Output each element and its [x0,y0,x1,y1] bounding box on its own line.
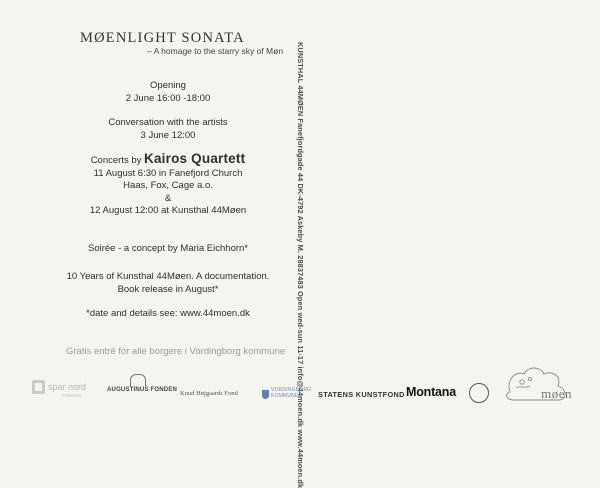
concert-line-2: Haas, Fox, Cage a.o. [123,180,213,191]
statens-kunstfond-logo: STATENS KUNSTFOND [318,390,405,399]
opening-time: 2 June 16:00 -18:00 [125,92,211,104]
spar-nord-sub: FONDEN [62,393,81,398]
details-note: *date and details see: www.44moen.dk [86,308,250,319]
concerts-heading [60,153,276,168]
opening-heading: Opening [150,80,186,91]
vordingborg-label [271,387,311,399]
ensemble-name: Kairos Quartett [144,151,246,166]
free-entry-note: Gratis entré for alle borgere i Vordingborg kommune [66,346,286,357]
crest-icon [130,374,146,386]
spar-nord-logo [32,380,86,394]
moen-label: møen [541,386,572,401]
exhibition-subtitle: – A homage to the starry sky of Møn [147,46,284,56]
concert-line-1: 11 August 6:30 in Fanefjord Church [93,167,243,179]
exhibition-title: MØENLIGHT SONATA [80,30,245,46]
concerts-prefix: Concerts by [90,155,145,166]
concert-line-3: 12 August 12:00 at Kunsthal 44Møen [89,205,247,216]
augustinus-fonden-logo [107,374,178,393]
spar-nord-mark-icon [32,380,45,394]
concerts-block [60,153,276,218]
vordingborg-logo [262,387,311,399]
knud-hojgaard-logo: Knud Højgaards Fond [180,390,238,397]
moen-logo [500,362,576,406]
augustinus-label: AUGUSTINUS FONDEN [107,387,178,393]
documentation-line-1: 10 Years of Kunsthal 44Møen. A documentation. [66,271,270,282]
montana-logo: Montana [406,385,456,399]
conversation-block [60,117,276,142]
address-vertical: KUNSTHAL 44MØEN Fanefjordgade 44 DK-4792 Askeby M. 28837483 Open wed-sun 11-17 info@44moen.dk www.44moen.dk [296,42,305,488]
documentation-line-2: Book release in August* [117,283,219,295]
documentation-block [60,271,276,296]
spar-nord-label: spar nord [48,381,87,392]
conversation-time: 3 June 12:00 [140,129,196,141]
opening-block [60,80,276,105]
conversation-heading: Conversation with the artists [108,117,228,128]
vordingborg-label-1: VORDINGBORG [271,387,312,393]
shield-icon [262,390,269,399]
vordingborg-label-2: KOMMUNE [271,393,299,399]
concert-ampersand: & [164,192,172,204]
soiree-line: Soirée - a concept by Maria Eichhorn* [88,243,248,254]
round-seal-logo [469,383,489,403]
